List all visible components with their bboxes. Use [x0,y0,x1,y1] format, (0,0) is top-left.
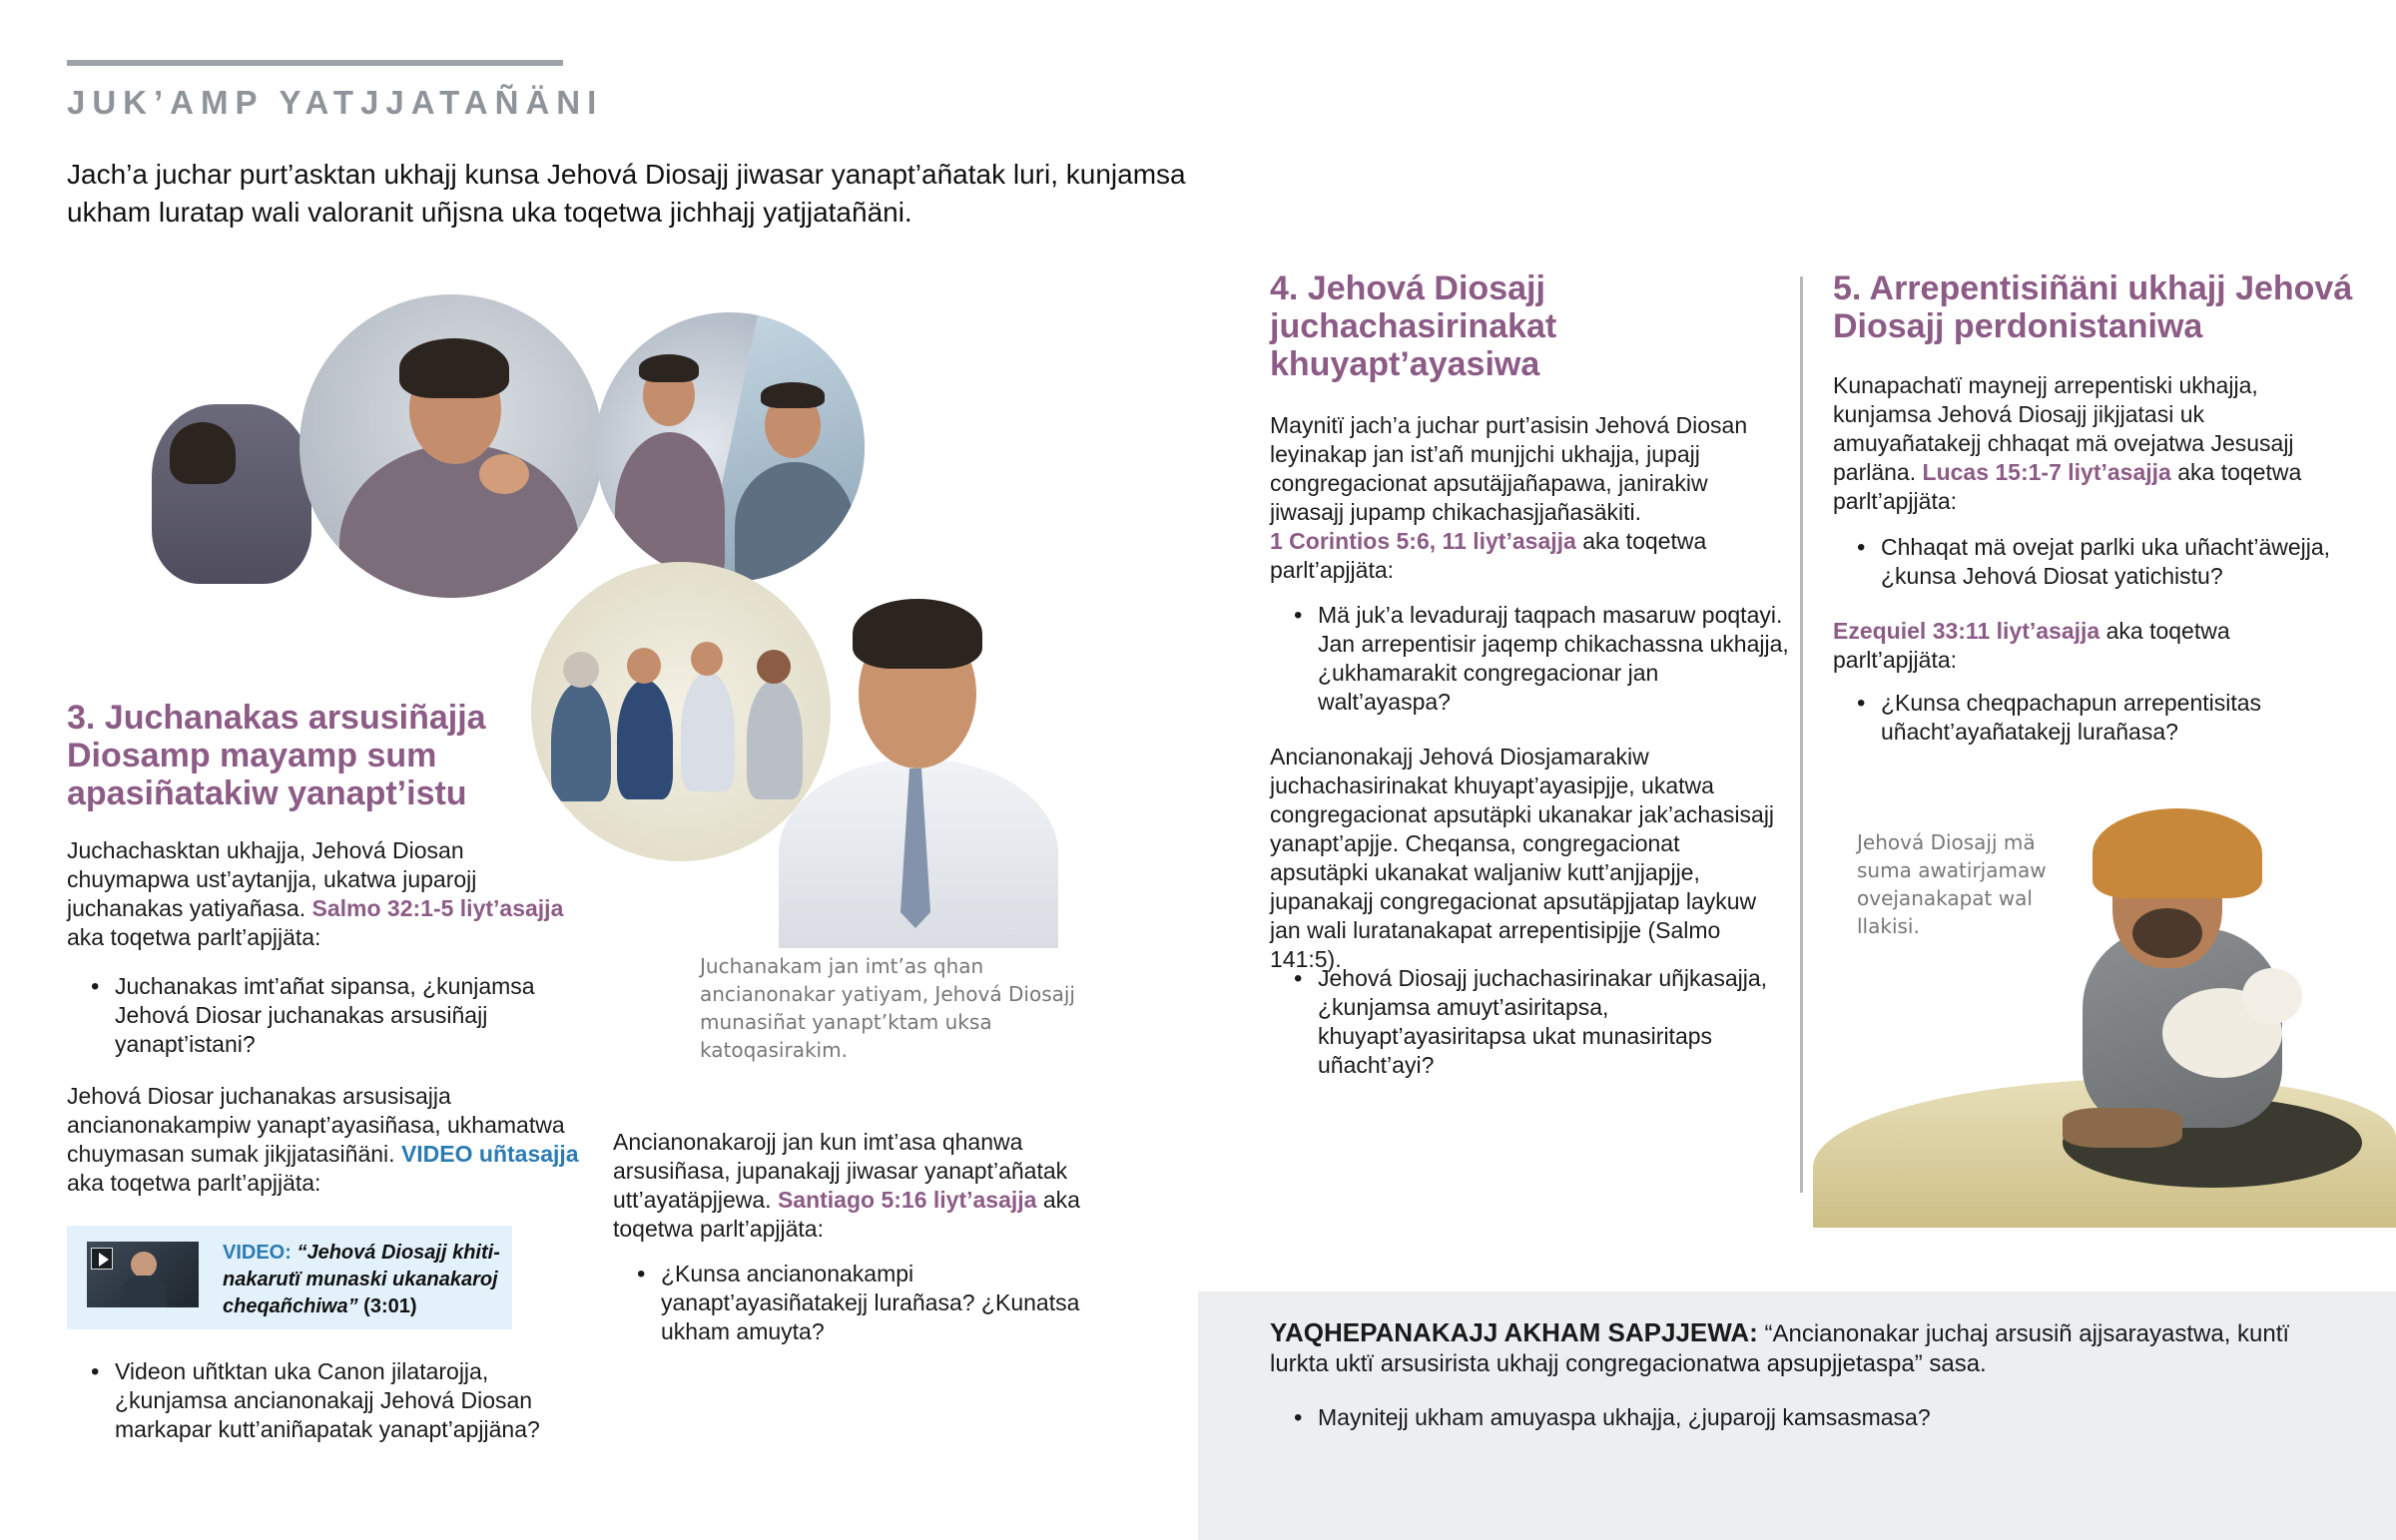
section-3-questions-2 [67,1357,586,1444]
scripture-link-salmo-32[interactable]: Salmo 32:1-5 liyt’asajja [311,895,564,921]
question-item: • Chhaqat mä ovejat parlki uka uñacht’äwejja, ¿kunsa Jehová Diosat yatichistu? [1833,533,2352,591]
elders-caption: Juchanakam jan imt’as qhan ancianonakar yatiyam, Jehová Diosajj munasiñat yanapt’ktam uksa katoqasirakim. [700,954,1075,1062]
question-item: • Videon uñtktan uka Canon jilatarojja, ¿kunjamsa ancianonakajj Jehová Diosan markapar kutt’aniñapatak yanapt’apjjäna? [67,1357,586,1444]
sad-man-figure [152,404,311,584]
play-icon[interactable] [91,1248,113,1270]
summary-questions [1270,1403,2328,1432]
section-5-questions-1 [1833,533,2352,591]
section-5-heading: 5. Arrepentisiñäni ukhajj Jehová Diosajj perdonistaniwa [1833,269,2353,345]
smiling-young-man [759,589,1078,948]
summary-quote: YAQHEPANAKAJJ AKHAM SAPJJEWA: “Ancianonakar juchaj arsusiñ ajjsarayastwa, kuntï lurkta uktï arsusirista ukhajj congregacionatwa apsupjjetaspa” sasa. [1270,1317,2290,1377]
section-5-questions-2 [1833,689,2352,747]
header-rule [67,60,563,66]
section-4-heading: 4. Jehová Diosajj juchachasirinakat khuyapt’ayasiwa [1270,269,1557,383]
question-item: • Mä juk’a levadurajj taqpach masaruw poqtayi. Jan arrepentisir jaqemp chikachassna ukhajja, ¿ukhamarakit congregacionar jan walt’ayaspa? [1270,601,1789,717]
section-5-paragraph-1: Kunapachatï maynejj arrepentiski ukhajja, kunjamsa Jehová Diosajj jikjjatasi uk amuyañatakejj chhaqat mä ovejatwa Jesusajj parläna. Lucas 15:1-7 liyt’asajja aka toqetwa parlt’apjjäta: [1833,372,2302,514]
middle-questions [613,1260,1112,1346]
section-4-paragraph-1: Maynitï jach’a juchar purt’asisin Jehová Diosan leyinakap jan ist’añ munjjchi ukhajja, jupajj congregacionat apsutäjjañapawa, janirakiw jiwasajj jupamp chikachasjjañasäkiti. 1 Corintios 5:6, 11 liyt’asajja aka toqetwa parlt’apjjäta: [1270,412,1748,583]
phone-call-circle [595,312,865,582]
question-item: • Jehová Diosajj juchachasirinakar uñjkasajja, ¿kunjamsa amuyt’asiritapsa, khuyapt’ayasiritapsa ukat munasiritaps uñacht’ayi? [1270,964,1779,1080]
section-3-heading: 3. Juchanakas arsusiñajja Diosamp mayamp sum apasiñatakiw yanapt’istu [67,699,486,812]
question-item: • ¿Kunsa cheqpachapun arrepentisitas uñacht’ayañatakejj lurañasa? [1833,689,2352,747]
scripture-link-lucas-15[interactable]: Lucas 15:1-7 liyt’asajja [1922,459,2171,485]
scripture-link-santiago-5[interactable]: Santiago 5:16 liyt’asajja [777,1187,1037,1213]
video-title: VIDEO: “Jehová Diosajj khitinakarutï munaski ukanakaroj cheqañchiwa” (3:01) [223,1242,500,1317]
scripture-link-ezequiel-33[interactable]: Ezequiel 33:11 liyt’asajja [1833,618,2100,644]
video-link[interactable]: VIDEO uñtasajja [400,1141,579,1167]
shepherd-caption: Jehová Diosajj mä suma awatirjamaw ovejanakapat wal llakisi. [1857,830,2047,938]
praying-man-circle [300,294,603,598]
column-divider [1800,276,1803,1193]
summary-label: YAQHEPANAKAJJ AKHAM SAPJJEWA: [1270,1317,1758,1347]
section-3-paragraph-2: Jehová Diosar juchanakas arsusisajja ancianonakampiw yanapt’ayasiñasa, ukhamatwa chuymasan sumak jikjjatasiñäni. VIDEO uñtasajja aka toqetwa parlt’apjjäta: [67,1083,579,1196]
sad-man-head [170,422,236,484]
intro-paragraph: Jach’a juchar purt’asktan ukhajj kunsa Jehová Diosajj jiwasar yanapt’añatak luri, kunjamsa ukham luratap wali valoranit uñjsna uka toqetwa jichhajj yatjjatañäni. [67,159,1186,228]
video-card[interactable] [67,1226,512,1329]
question-item: • Maynitejj ukham amuyaspa ukhajja, ¿juparojj kamsasmasa? [1270,1403,2328,1432]
scripture-link-1-corintios-5[interactable]: 1 Corintios 5:6, 11 liyt’asajja [1270,528,1576,554]
kicker-title: JUK’AMP YATJJATAÑÄNI [67,84,604,121]
middle-paragraph: Ancianonakarojj jan kun imt’asa qhanwa arsusiñasa, jupanakajj jiwasar yanapt’añatak utt’ayatäpjjewa. Santiago 5:16 liyt’asajja aka toqetwa parlt’apjjäta: [613,1129,1080,1242]
section-3-questions-1 [67,972,586,1059]
section-3-paragraph-1: Juchachasktan ukhajja, Jehová Diosan chuymapwa ust’aytanjja, ukatwa juparojj juchanakas yatiyañasa. Salmo 32:1-5 liyt’asajja aka toqetwa parlt’apjjäta: [67,837,564,950]
question-item: • Juchanakas imt’añat sipansa, ¿kunjamsa Jehová Diosar juchanakas arsusiñajj yanapt’istani? [67,972,586,1059]
section-4-questions-1 [1270,601,1789,717]
question-item: • ¿Kunsa ancianonakampi yanapt’ayasiñatakejj lurañasa? ¿Kunatsa ukham amuyta? [613,1260,1112,1346]
section-4-questions-2 [1270,964,1779,1080]
section-5-paragraph-2: Ezequiel 33:11 liyt’asajja aka toqetwa parlt’apjjäta: [1833,618,2230,673]
video-thumbnail[interactable] [87,1242,199,1307]
section-4-paragraph-2: Ancianonakajj Jehová Diosjamarakiw juchachasirinakat khuyapt’ayasipjje, ukatwa congregacionat apsutäpki ukanakar jak’achasisajj yanapt’apjje. Cheqansa, congregacionat apsutäpki ukanakat waljaniw kutt’anjjapjje, jupanakajj congregacionat apsutäpjjatap laykuw jan wali luratanakapat arrepentisipjje (Salmo 141:5). [1270,744,1775,972]
